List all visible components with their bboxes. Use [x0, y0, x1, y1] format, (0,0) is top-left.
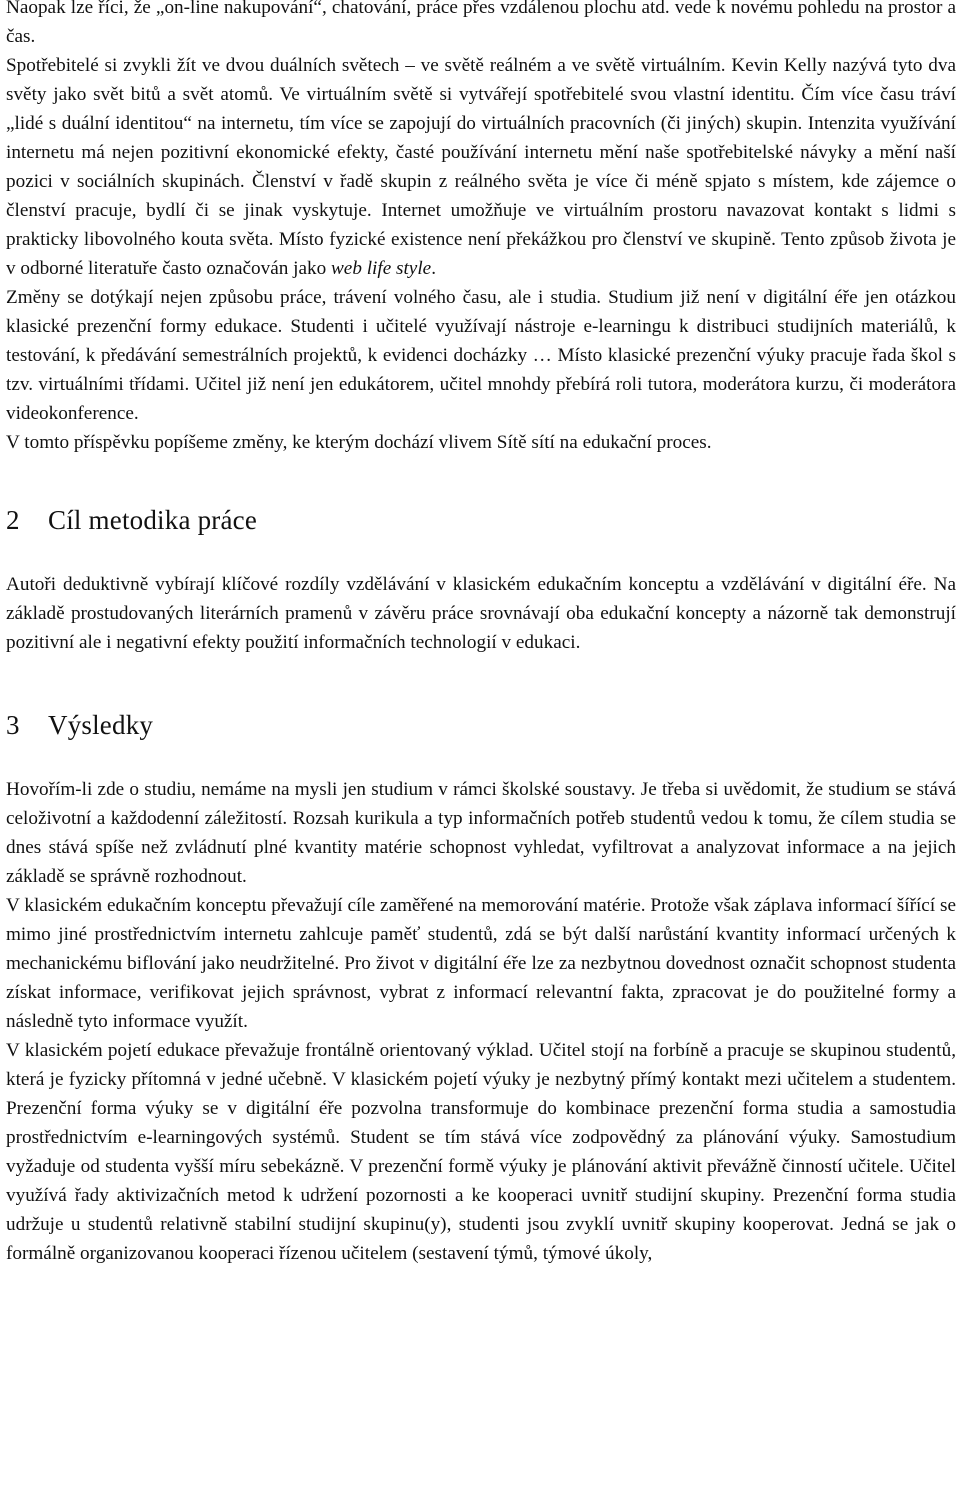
section-3-paragraph-1-text: Hovořím-li zde o studiu, nemáme na mysli jen studium v rámci školské soustavy. Je třeba si uvědomit, že studium se stává celoživotní a každodenní záležitostí. Rozsah kurikula a typ informačních potřeb studentů vedou k tomu, že cílem studia se dnes stává spíše než zvládnutí plné kvantity matérie schopnost vyhledat, vyfiltrovat a analyzovat informace a na jejich základě se správně rozhodnout. [6, 779, 956, 887]
spacer [6, 536, 956, 570]
section-3-paragraph-3-text: V klasickém pojetí edukace převažuje frontálně orientovaný výklad. Učitel stojí na forbíně a pracuje se skupinou studentů, která je fyzicky přítomná v jedné učebně. V klasickém pojetí výuky je nezbytný přímý kontakt mezi učitelem a studentem. Prezenční forma výuky se v digitální éře pozvolna transformuje do kombinace prezenční forma studia a samostudia prostřednictvím e-learningových systémů. Student se tím stává více zodpovědný za plánování výuky. Samostudium vyžaduje od studenta vyšší míru sebekázně. V prezenční formě výuky je plánování aktivit převážně činností učitele. Učitel využívá řady aktivizačních metod k udržení pozornosti a ke kooperaci uvnitř studijní skupiny. Prezenční forma studia udržuje u studentů relativně stabilní studijní skupinu(y), studenti jsou zvyklí uvnitř skupiny kooperovat. Jedná se jak o formálně organizovanou kooperaci řízenou učitelem (sestavení týmů, týmové úkoly, [6, 1040, 956, 1264]
section-3-paragraph-3 [6, 1036, 956, 1268]
section-2-title: Cíl metodika práce [48, 505, 258, 535]
intro-paragraph-1-text: Naopak lze říci, že „on-line nakupování“, chatování, práce přes vzdálenou plochu atd. vede k novému pohledu na prostor a čas. [6, 0, 956, 47]
intro-paragraph-4-text: V tomto příspěvku popíšeme změny, ke kterým dochází vlivem Sítě sítí na edukační proces. [6, 432, 712, 453]
intro-paragraph-3 [6, 283, 956, 428]
intro-paragraph-4 [6, 428, 956, 457]
section-2-paragraph-1-text: Autoři deduktivně vybírají klíčové rozdíly vzdělávání v klasickém edukačním konceptu a vzdělávání v digitální éře. Na základě prostudovaných literárních pramenů v závěru práce srovnávají oba edukační koncepty a názorně tak demonstrují pozitivní ale i negativní efekty použití informačních technologií v edukaci. [6, 574, 956, 653]
section-3-paragraph-1 [6, 775, 956, 891]
section-3-number: 3 [6, 710, 20, 740]
spacer [6, 741, 956, 775]
web-life-style-term: web life style [331, 258, 432, 279]
section-3-paragraph-2-text: V klasickém edukačním konceptu převažují cíle zaměřené na memorování matérie. Protože však záplava informací šířící se mimo jiné prostřednictvím internetu zahlcuje paměť studentů, zdá se být další narůstání kvantity informací určených k mechanickému biflování jako neudržitelné. Pro život v digitální éře lze za nezbytnou dovednost označit schopnost studenta získat informace, verifikovat jejich správnost, vybrat z informací relevantní fakta, zpracovat je do použitelné formy a následně tyto informace využít. [6, 895, 956, 1032]
spacer [6, 657, 956, 709]
document-page [6, 0, 956, 1268]
section-3-heading [6, 709, 956, 741]
intro-paragraph-2 [6, 51, 956, 283]
spacer [6, 457, 956, 504]
intro-paragraph-2-text: Spotřebitelé si zvykli žít ve dvou duálních světech – ve světě reálném a ve světě virtuálním. Kevin Kelly nazývá tyto dva světy jako svět bitů a svět atomů. Ve virtuálním světě si vytvářejí spotřebitelé svou vlastní identitu. Čím více času tráví „lidé s duální identitou“ na internetu, tím více se zapojují do virtuálních pracovních (či jiných) skupin. Intenzita využívání internetu má nejen pozitivní ekonomické efekty, časté používání internetu mění naše spotřebitelské návyky a mění naší pozici v sociálních skupinách. Členství v řadě skupin z reálného světa je více či méně spjato s místem, kde zájemce o členství pracuje, bydlí či se jinak vyskytuje. Internet umožňuje ve virtuálním prostoru navazovat kontakt s lidmi s prakticky libovolného kouta světa. Místo fyzické existence není překážkou pro členství ve skupině. Tento způsob života je v odborné literatuře často označován jako [6, 55, 956, 279]
section-2-heading [6, 504, 956, 536]
section-2-number: 2 [6, 505, 20, 535]
intro-paragraph-2-end: . [431, 258, 436, 279]
section-2-paragraph-1 [6, 570, 956, 657]
section-3-title: Výsledky [48, 710, 154, 740]
section-3-paragraph-2 [6, 891, 956, 1036]
intro-paragraph-3-text: Změny se dotýkají nejen způsobu práce, trávení volného času, ale i studia. Studium již není v digitální éře jen otázkou klasické prezenční formy edukace. Studenti i učitelé využívají nástroje e-learningu k distribuci studijních materiálů, k testování, k předávání semestrálních projektů, k evidenci docházky … Místo klasické prezenční výuky pracuje řada škol s tzv. virtuálními třídami. Učitel již není jen edukátorem, učitel mnohdy přebírá roli tutora, moderátora kurzu, či moderátora videokonference. [6, 287, 956, 424]
intro-paragraph-1 [6, 0, 956, 51]
